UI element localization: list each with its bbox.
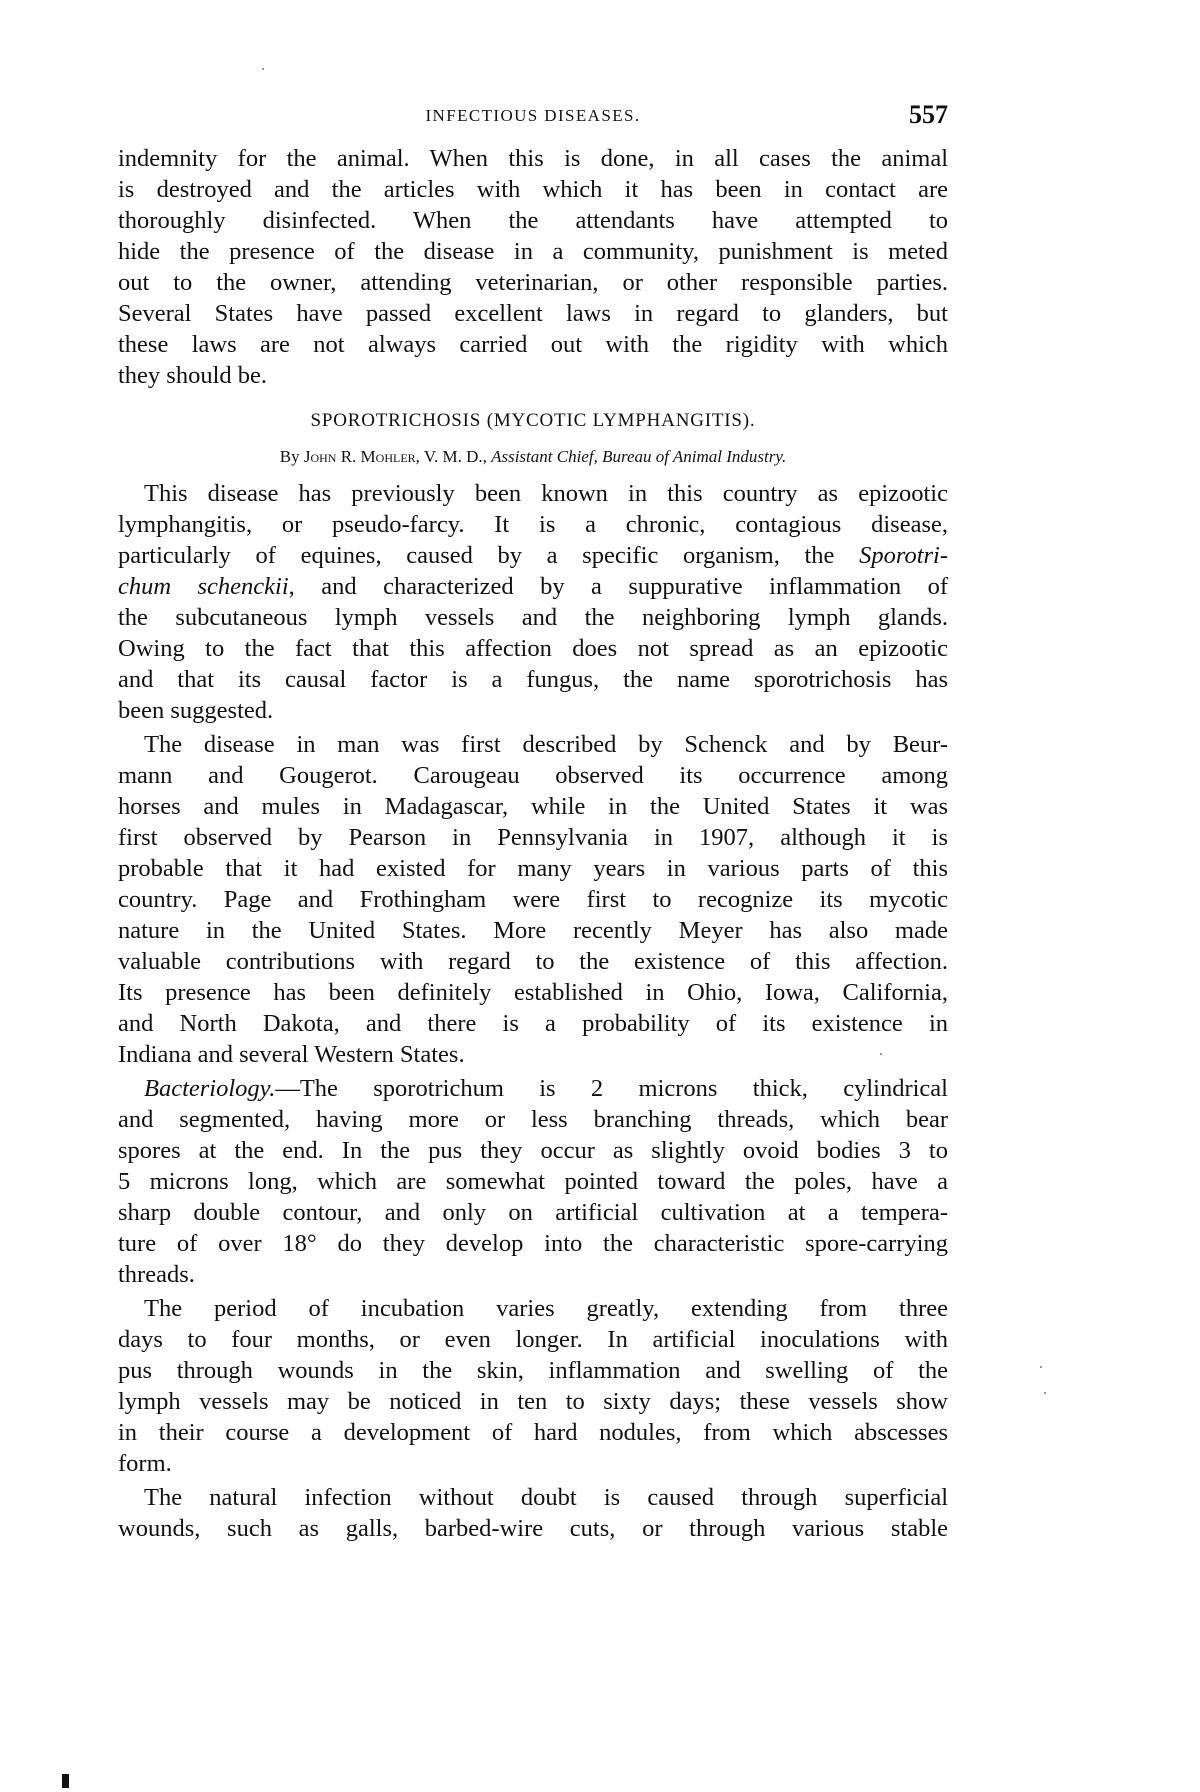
scan-speck <box>880 1053 882 1055</box>
text-line: The disease in man was first described by Schenck and by Beur- <box>144 731 948 758</box>
text-line: days to four months, or even longer. In artificial inoculations with <box>118 1326 948 1353</box>
text-line: and North Dakota, and there is a probability of its existence in <box>118 1010 948 1037</box>
body-text <box>118 143 948 1547</box>
intro-paragraph <box>118 143 948 391</box>
paragraph <box>118 1293 948 1479</box>
text-line: wounds, such as galls, barbed-wire cuts, or through various stable <box>118 1515 948 1542</box>
running-head <box>118 100 948 136</box>
text-run: particularly of equines, caused by a specific organism, the <box>118 542 860 569</box>
text-line: these laws are not always carried out with the rigidity with which <box>118 331 948 358</box>
running-title: INFECTIOUS DISEASES. <box>425 106 641 125</box>
text-line: the subcutaneous lymph vessels and the neighboring lymph glands. <box>118 604 948 631</box>
text-line: mann and Gougerot. Carougeau observed its occurrence among <box>118 762 948 789</box>
text-line: lymph vessels may be noticed in ten to sixty days; these vessels show <box>118 1388 948 1415</box>
text-line: Its presence has been definitely established in Ohio, Iowa, California, <box>118 979 948 1006</box>
text-line: they should be. <box>118 362 268 389</box>
text-line: valuable contributions with regard to the existence of this affection. <box>118 948 948 975</box>
text-line: ture of over 18° do they develop into the characteristic spore-carrying <box>118 1230 948 1257</box>
text-line: pus through wounds in the skin, inflammation and swelling of the <box>118 1357 948 1384</box>
italic-text-run: chum schenckii <box>118 573 289 600</box>
scan-speck <box>1044 1392 1046 1394</box>
author-position: Assistant Chief, Bureau of Animal Industry. <box>491 447 787 466</box>
text-line: Owing to the fact that this affection does not spread as an epizootic <box>118 635 948 662</box>
text-line: horses and mules in Madagascar, while in the United States it was <box>118 793 948 820</box>
paragraph-gap <box>118 1544 948 1547</box>
author-byline <box>118 444 948 470</box>
text-line: form. <box>118 1450 172 1477</box>
text-line <box>118 540 948 571</box>
text-line <box>118 571 948 602</box>
text-line: nature in the United States. More recently Meyer has also made <box>118 917 948 944</box>
text-line: thoroughly disinfected. When the attendants have attempted to <box>118 207 948 234</box>
text-line: country. Page and Frothingham were first to recognize its mycotic <box>118 886 948 913</box>
text-line: The natural infection without doubt is caused through superficial <box>144 1484 948 1511</box>
text-line: Indiana and several Western States. <box>118 1041 465 1068</box>
text-line <box>118 1073 948 1104</box>
text-line: is destroyed and the articles with which it has been in contact are <box>118 176 948 203</box>
text-line: lymphangitis, or pseudo-farcy. It is a chronic, contagious disease, <box>118 511 948 538</box>
byline-prefix: By <box>279 447 304 466</box>
text-line: 5 microns long, which are somewhat pointed toward the poles, have a <box>118 1168 948 1195</box>
text-line: probable that it had existed for many years in various parts of this <box>118 855 948 882</box>
section-title: SPOROTRICHOSIS (MYCOTIC LYMPHANGITIS). <box>310 410 756 431</box>
text-line: and segmented, having more or less branching threads, which bear <box>118 1106 948 1133</box>
text-run: , and characterized by a suppurative inflammation of <box>288 573 948 600</box>
text-line: sharp double contour, and only on artificial cultivation at a tempera- <box>118 1199 948 1226</box>
scan-artifact <box>62 1774 69 1788</box>
text-line: indemnity for the animal. When this is done, in all cases the animal <box>118 145 948 172</box>
text-line: The period of incubation varies greatly, extending from three <box>144 1295 948 1322</box>
text-run: —The sporotrichum is 2 microns thick, cylindrical <box>275 1075 948 1102</box>
author-name: John R. Mohler <box>303 447 416 466</box>
text-line: spores at the end. In the pus they occur as slightly ovoid bodies 3 to <box>118 1137 948 1164</box>
page-number: 557 <box>909 100 948 129</box>
paragraph <box>118 1073 948 1290</box>
italic-text-run: Sporotri- <box>859 542 948 569</box>
text-line: first observed by Pearson in Pennsylvania in 1907, although it is <box>118 824 948 851</box>
paragraph <box>118 729 948 1070</box>
scan-speck <box>1040 1366 1042 1368</box>
italic-text-run: Bacteriology. <box>144 1075 276 1102</box>
paragraph <box>118 1482 948 1544</box>
article-paragraphs <box>118 478 948 1547</box>
scan-speck <box>262 68 264 70</box>
text-line: hide the presence of the disease in a community, punishment is meted <box>118 238 948 265</box>
text-line: and that its causal factor is a fungus, the name sporotrichosis has <box>118 666 948 693</box>
text-line: out to the owner, attending veterinarian, or other responsible parties. <box>118 269 948 296</box>
text-line: been suggested. <box>118 697 274 724</box>
text-line: This disease has previously been known in this country as epizootic <box>144 480 948 507</box>
text-line: Several States have passed excellent laws in regard to glanders, but <box>118 300 948 327</box>
text-line: in their course a development of hard nodules, from which abscesses <box>118 1419 948 1446</box>
text-line: threads. <box>118 1261 195 1288</box>
paragraph <box>118 478 948 726</box>
author-degree: , V. M. D., <box>415 447 492 466</box>
